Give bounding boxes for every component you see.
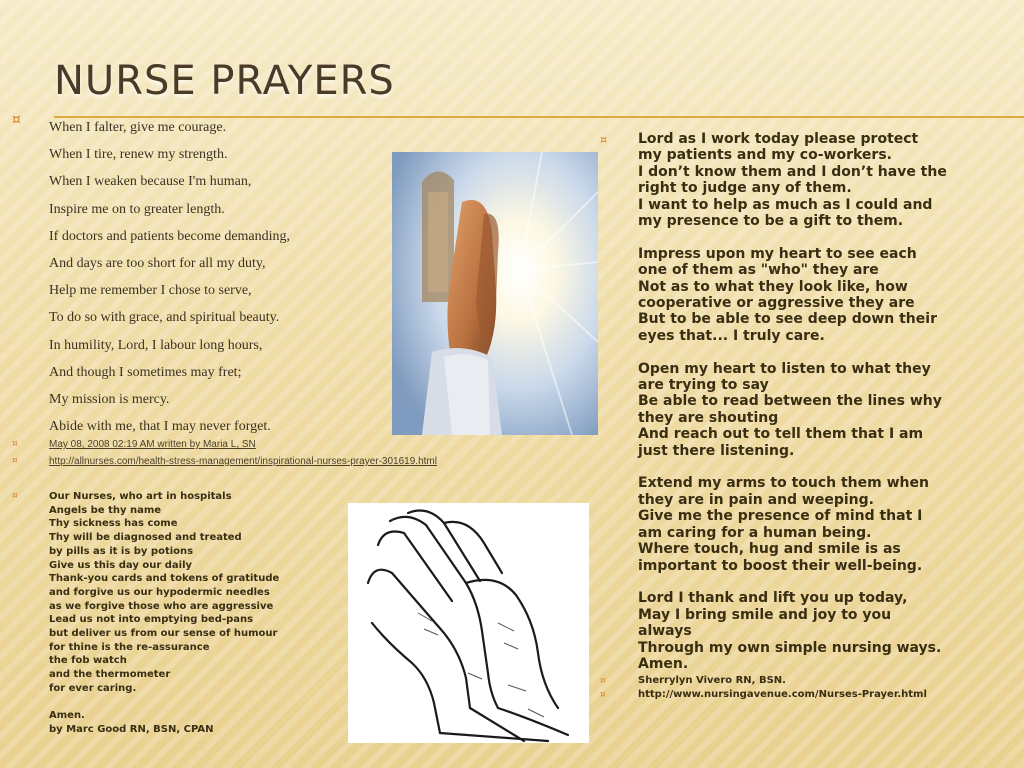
prayer-line: But to be able to see deep down their xyxy=(638,311,937,328)
prayer-line: one of them as "who" they are xyxy=(638,262,879,279)
poem-line: My mission is mercy. xyxy=(49,392,170,408)
poem-line: Inspire me on to greater length. xyxy=(49,201,225,217)
prayer-line: Through my own simple nursing ways. xyxy=(638,639,942,656)
poem-line: When I falter, give me courage. xyxy=(49,120,227,135)
prayer-line: but deliver us from our sense of humour xyxy=(49,628,278,640)
prayer-line: Be able to read between the lines why xyxy=(638,393,942,410)
prayer-line: I want to help as much as I could and xyxy=(638,196,933,213)
praying-hands-sketch xyxy=(348,503,589,743)
poem-line: When I tire, renew my strength. xyxy=(49,147,228,163)
prayer-line: they are in pain and weeping. xyxy=(638,491,874,508)
prayer-line: Impress upon my heart to see each xyxy=(638,245,917,262)
prayer-line: cooperative or aggressive they are xyxy=(638,295,915,312)
bullet-icon: ¤ xyxy=(12,439,18,449)
poem-line: When I weaken because I'm human, xyxy=(49,174,252,190)
prayer-line: as we forgive those who are aggressive xyxy=(49,600,274,612)
prayer-line: Amen. xyxy=(49,710,85,722)
prayer-stanza xyxy=(638,131,988,229)
prayer-line: May I bring smile and joy to you xyxy=(638,606,892,623)
prayer-line: Give us this day our daily xyxy=(49,559,193,571)
slide-title: NURSE PRAYERS xyxy=(54,58,395,104)
prayer-line: the fob watch xyxy=(49,655,127,667)
right-prayer-block xyxy=(638,131,988,672)
prayer-stanza xyxy=(638,590,988,672)
bullet-icon: ¤ xyxy=(12,456,18,466)
bullet-icon: ¤ xyxy=(600,676,606,686)
prayer-line: Lord as I work today please protect xyxy=(638,131,919,147)
prayer-line: Angels be thy name xyxy=(49,504,162,516)
prayer-line: Thy will be diagnosed and treated xyxy=(49,532,242,544)
prayer-line: Not as to what they look like, how xyxy=(638,278,908,295)
prayer-line: eyes that... I truly care. xyxy=(638,327,825,344)
prayer-line: Our Nurses, who art in hospitals xyxy=(49,491,232,502)
right-prayer-source-link[interactable]: http://www.nursingavenue.com/Nurses-Prayer.html xyxy=(638,689,927,700)
prayer-line: my patients and my co-workers. xyxy=(638,147,892,164)
prayer-line: and forgive us our hypodermic needles xyxy=(49,586,270,598)
prayer-line: Give me the presence of mind that I xyxy=(638,508,923,525)
prayer-line: just there listening. xyxy=(638,442,795,459)
prayer-line: I don’t know them and I don’t have the xyxy=(638,163,947,180)
prayer-line: Thy sickness has come xyxy=(49,518,178,530)
bullet-icon: ¤ xyxy=(12,112,21,128)
prayer-line: Amen. xyxy=(638,655,689,672)
prayer-line: they are shouting xyxy=(638,409,779,426)
prayer-line: always xyxy=(638,623,692,640)
poem-line: In humility, Lord, I labour long hours, xyxy=(49,337,263,353)
poem-line: If doctors and patients become demanding, xyxy=(49,228,291,244)
prayer-line: and the thermometer xyxy=(49,669,171,681)
poem-line: And though I sometimes may fret; xyxy=(49,364,242,380)
prayer-stanza xyxy=(638,361,988,459)
praying-hands-photo xyxy=(392,152,598,435)
bullet-icon: ¤ xyxy=(600,133,607,146)
prayer-line: Extend my arms to touch them when xyxy=(638,475,929,492)
prayer-line: right to judge any of them. xyxy=(638,180,852,197)
prayer-line: important to boost their well-being. xyxy=(638,557,923,574)
bullet-icon: ¤ xyxy=(12,491,18,501)
prayer-author: by Marc Good RN, BSN, CPAN xyxy=(49,723,214,735)
left-poem xyxy=(49,114,290,440)
prayer-line: Lead us not into emptying bed-pans xyxy=(49,614,254,626)
prayer-line: Where touch, hug and smile is as xyxy=(638,541,901,558)
poem-attribution-link[interactable]: May 08, 2008 02:19 AM written by Maria L, SN xyxy=(49,439,256,450)
poem-line: Abide with me, that I may never forget. xyxy=(49,419,271,435)
right-prayer-author: Sherrylyn Vivero RN, BSN. xyxy=(638,675,786,686)
prayer-stanza xyxy=(638,475,988,573)
poem-line: To do so with grace, and spiritual beauty. xyxy=(49,310,280,326)
prayer-line: am caring for a human being. xyxy=(638,524,872,541)
prayer-line: are trying to say xyxy=(638,377,769,394)
poem-line: Help me remember I chose to serve, xyxy=(49,283,252,299)
nurses-prayer-block xyxy=(49,490,339,737)
prayer-line: for ever caring. xyxy=(49,682,137,694)
prayer-line: for thine is the re-assurance xyxy=(49,641,210,653)
prayer-line: by pills as it is by potions xyxy=(49,545,194,557)
prayer-line: Lord I thank and lift you up today, xyxy=(638,590,908,607)
prayer-stanza xyxy=(638,246,988,344)
prayer-line: Thank-you cards and tokens of gratitude xyxy=(49,573,280,585)
poem-source-link[interactable]: http://allnurses.com/health-stress-management/inspirational-nurses-prayer-301619.html xyxy=(49,456,437,467)
poem-line: And days are too short for all my duty, xyxy=(49,256,266,272)
prayer-line: Open my heart to listen to what they xyxy=(638,360,931,377)
prayer-line: And reach out to tell them that I am xyxy=(638,426,924,443)
bullet-icon: ¤ xyxy=(600,690,606,700)
prayer-line: my presence to be a gift to them. xyxy=(638,213,904,230)
prayer-line xyxy=(49,696,339,710)
